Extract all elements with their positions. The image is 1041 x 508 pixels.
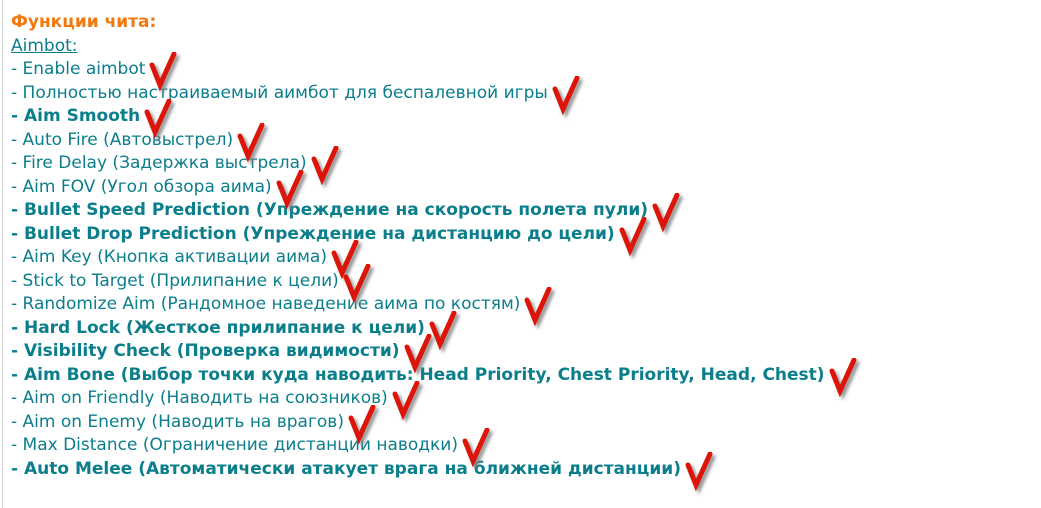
red-checkmark-icon [390,381,420,421]
feature-text: - Aim on Enemy (Наводить на врагов) [11,411,344,432]
red-checkmark-icon [827,358,857,398]
red-checkmark-icon [142,99,172,139]
feature-text: - Aim Smooth [11,106,141,126]
feature-text: - Auto Melee (Автоматически атакует врага на ближней дистанции) [11,458,681,479]
cheat-features-post [2,0,1041,508]
list-item [11,105,1041,129]
feature-text: - Max Distance (Ограничение дистанции наводки) [11,435,458,455]
feature-text: - Bullet Speed Prediction (Упреждение на скорость полета пули) [11,200,649,220]
list-item [11,152,1041,176]
red-checkmark-icon [235,123,265,163]
red-checkmark-icon [460,428,490,468]
red-checkmark-icon [617,217,647,257]
feature-text: - Aim Key (Кнопка активации аима) [11,247,327,267]
feature-list [11,58,1041,481]
list-item [11,434,1041,458]
list-item [11,58,1041,82]
list-item [11,458,1041,482]
feature-text: - Aim Bone (Выбор точки куда наводить: Head Priority, Chest Priority, Head, Chest) [11,364,825,385]
page-title: Функции чита: [11,12,157,32]
feature-text: - Aim on Friendly (Наводить на союзников) [11,388,388,408]
list-item [11,223,1041,247]
red-checkmark-icon [683,452,713,492]
feature-text: - Fire Delay (Задержка выстрела) [11,153,307,173]
list-item [11,246,1041,270]
list-item [11,364,1041,388]
red-checkmark-icon [402,334,432,374]
red-checkmark-icon [147,52,177,92]
feature-text: - Полностью настраиваемый аимбот для беспалевной игры [11,82,548,103]
feature-text: - Bullet Drop Prediction (Упреждение на дистанцию до цели) [11,223,615,244]
red-checkmark-icon [522,287,552,327]
red-checkmark-icon [309,146,339,186]
list-item [11,387,1041,411]
list-item [11,176,1041,200]
feature-text: - Visibility Check (Проверка видимости) [11,341,400,361]
red-checkmark-icon [650,193,680,233]
list-item [11,411,1041,435]
feature-text: - Enable aimbot [11,59,146,79]
feature-text: - Randomize Aim (Рандомное наведение аима по костям) [11,294,521,314]
red-checkmark-icon [274,170,304,210]
red-checkmark-icon [341,264,371,304]
red-checkmark-icon [550,76,580,116]
feature-text: - Hard Lock (Жесткое прилипание к цели) [11,317,425,338]
list-item [11,199,1041,223]
list-item [11,340,1041,364]
section-title-aimbot: Aimbot: [11,35,78,56]
feature-text: - Auto Fire (Автовыстрел) [11,129,234,150]
list-item [11,293,1041,317]
red-checkmark-icon [346,405,376,445]
feature-text: - Aim FOV (Угол обзора аима) [11,176,272,197]
feature-text: - Stick to Target (Прилипание к цели) [11,270,339,291]
